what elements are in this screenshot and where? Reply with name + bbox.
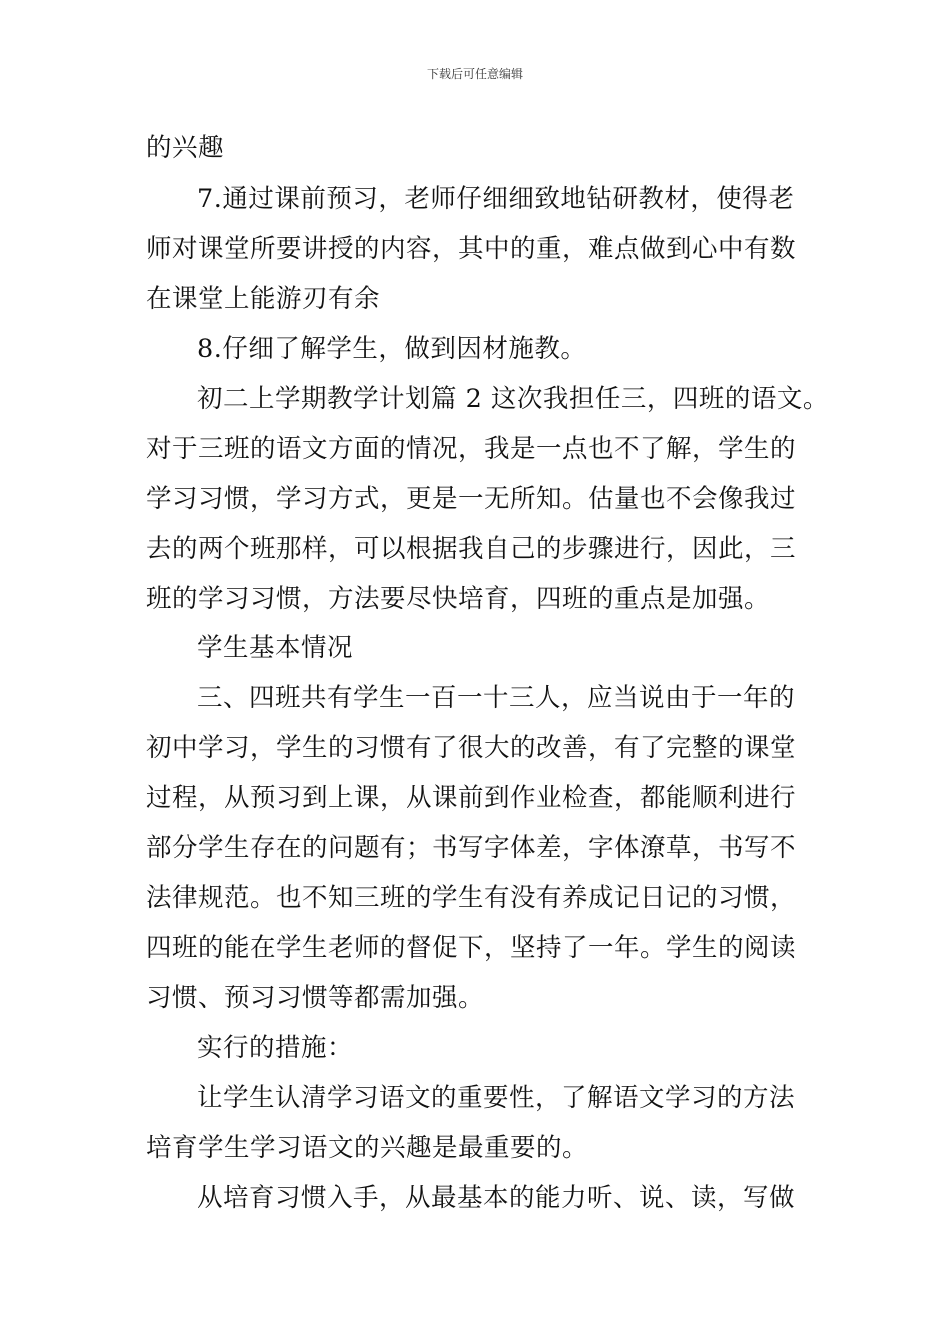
text-line: 师对课堂所要讲授的内容，其中的重，难点做到心中有数 <box>146 234 797 264</box>
text-line: 对于三班的语文方面的情况，我是一点也不了解，学生的 <box>146 434 797 464</box>
text-line: 学习习惯，学习方式，更是一无所知。估量也不会像我过 <box>146 484 797 514</box>
text-line: 的兴趣 <box>146 133 225 163</box>
text-line: 班的学习习惯，方法要尽快培育，四班的重点是加强。 <box>146 584 771 614</box>
text-line: 习惯、预习习惯等都需加强。 <box>146 983 485 1013</box>
text-line: 过程，从预习到上课，从课前到作业检查，都能顺利进行 <box>146 783 797 813</box>
text-line: 在课堂上能游刃有余 <box>146 284 381 314</box>
text-line: 三、四班共有学生一百一十三人，应当说由于一年的 <box>197 683 796 713</box>
page-header-note: 下载后可任意编辑 <box>426 67 523 81</box>
text-line: 部分学生存在的问题有；书写字体差，字体潦草，书写不 <box>146 833 797 863</box>
text-line: 四班的能在学生老师的督促下，坚持了一年。学生的阅读 <box>146 933 797 963</box>
text-line: 从培育习惯入手，从最基本的能力听、说、读，写做 <box>197 1183 796 1213</box>
text-line: 初中学习，学生的习惯有了很大的改善，有了完整的课堂 <box>146 733 797 763</box>
text-line: 培育学生学习语文的兴趣是最重要的。 <box>146 1133 589 1163</box>
text-line: 初二上学期教学计划篇 2 这次我担任三，四班的语文。 <box>197 384 829 414</box>
text-line: 8.仔细了解学生，做到因材施教。 <box>197 334 587 364</box>
text-line: 让学生认清学习语文的重要性，了解语文学习的方法 <box>197 1083 796 1113</box>
text-line: 去的两个班那样，可以根据我自己的步骤进行，因此，三 <box>146 534 797 564</box>
text-line: 7.通过课前预习，老师仔细细致地钻研教材，使得老 <box>197 184 795 214</box>
section-heading: 实行的措施： <box>197 1033 354 1063</box>
section-heading: 学生基本情况 <box>197 633 354 663</box>
text-line: 法律规范。也不知三班的学生有没有养成记日记的习惯， <box>146 883 797 913</box>
